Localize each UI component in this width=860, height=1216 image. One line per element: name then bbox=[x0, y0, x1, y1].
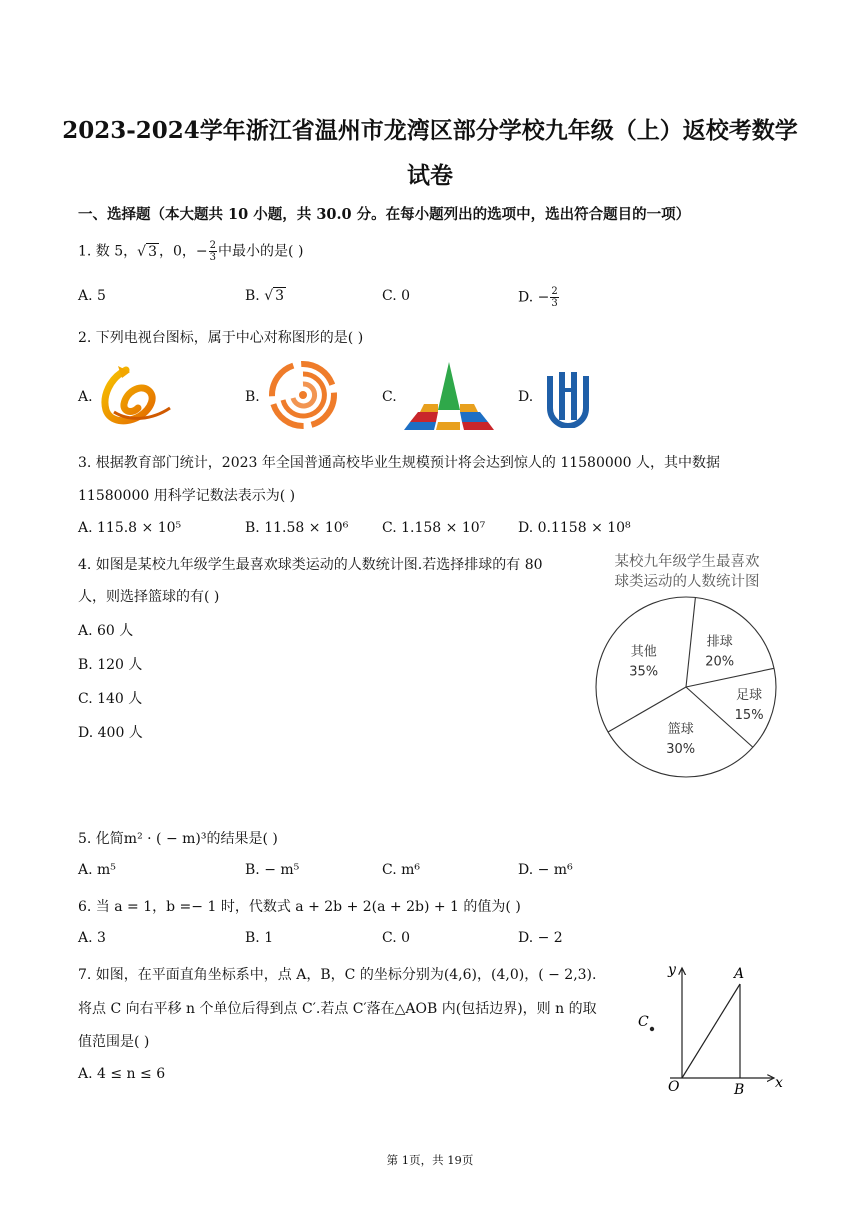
building-logo-d-icon bbox=[540, 368, 596, 428]
q1-option-d: D. − $\frac{2}{3}$ bbox=[518, 286, 558, 309]
phoenix-logo-b-icon bbox=[268, 360, 338, 430]
q1-option-c: C. 0 bbox=[382, 288, 411, 304]
question-2: 2. 下列电视台图标，属于中心对称图形的是( ) bbox=[78, 330, 364, 346]
question-4-line1: 4. 如图是某校九年级学生最喜欢球类运动的人数统计图.若选择排球的有 80 bbox=[78, 557, 543, 573]
exam-title-line2: 试卷 bbox=[407, 162, 453, 189]
question-7-line3: 值范围是( ) bbox=[78, 1034, 150, 1050]
question-7-line2: 将点 C 向右平移 n 个单位后得到点 C′.若点 C′落在△AOB 内(包括边界)，则 n 的取 bbox=[78, 1001, 597, 1017]
label-a: A bbox=[734, 966, 745, 982]
point-c bbox=[650, 1027, 654, 1031]
pie-slice-name-1: 足球 bbox=[736, 687, 763, 703]
q6-option-a: A. 3 bbox=[78, 930, 106, 946]
q7-option-a: A. 4 ≤ n ≤ 6 bbox=[78, 1066, 166, 1082]
q1-fraction: $\frac{2}{3}$ bbox=[209, 240, 217, 263]
label-x: x bbox=[775, 1075, 783, 1091]
label-y: y bbox=[668, 962, 676, 978]
q4-option-c: C. 140 人 bbox=[78, 691, 143, 707]
pie-slice-label-1: 15% bbox=[734, 707, 764, 723]
cctv-logo-a-icon bbox=[96, 362, 174, 428]
q1-option-b: B. √ 3 bbox=[245, 288, 285, 304]
pie-slice-label-0: 20% bbox=[705, 654, 735, 670]
pie-chart bbox=[590, 595, 786, 785]
q5-option-a: A. m⁵ bbox=[78, 862, 116, 878]
label-c: C bbox=[638, 1014, 649, 1030]
q1-option-a: A. 5 bbox=[78, 288, 106, 304]
question-3-line2: 11580000 用科学记数法表示为( ) bbox=[78, 488, 296, 504]
pie-chart-title: 某校九年级学生最喜欢 球类运动的人数统计图 bbox=[614, 554, 760, 590]
q5-option-c: C. m⁶ bbox=[382, 862, 421, 878]
pie-slice-name-3: 其他 bbox=[630, 644, 657, 660]
question-3-line1: 3. 根据教育部门统计，2023 年全国普通高校毕业生规模预计将会达到惊人的 11580000 人，其中数据 bbox=[78, 455, 721, 471]
q6-option-c: C. 0 bbox=[382, 930, 411, 946]
q2-label-a: A. bbox=[78, 389, 93, 405]
segment-oa bbox=[682, 984, 740, 1078]
q5-option-b: B. − m⁵ bbox=[245, 862, 300, 878]
question-4-line2: 人，则选择篮球的有( ) bbox=[78, 589, 220, 605]
section-heading: 一、选择题（本大题共 10 小题，共 30.0 分。在每小题列出的选项中，选出符合题目的一项） bbox=[78, 206, 691, 223]
label-o: O bbox=[668, 1079, 680, 1095]
pie-slice-name-2: 篮球 bbox=[667, 722, 694, 738]
q2-label-b: B. bbox=[245, 389, 260, 405]
q3-option-d: D. 0.1158 × 10⁸ bbox=[518, 520, 631, 536]
question-7-line1: 7. 如图，在平面直角坐标系中，点 A，B，C 的坐标分别为(4,6)，(4,0)，( − 2,3). bbox=[78, 967, 597, 983]
q3-option-a: A. 115.8 × 10⁵ bbox=[78, 520, 182, 536]
q6-option-d: D. − 2 bbox=[518, 930, 563, 946]
q2-label-d: D. bbox=[518, 389, 534, 405]
q4-option-b: B. 120 人 bbox=[78, 657, 143, 673]
q4-option-d: D. 400 人 bbox=[78, 725, 143, 741]
q1-suffix: 中最小的是( ) bbox=[218, 243, 304, 260]
q1-mid: ，0，− bbox=[159, 243, 208, 260]
q6-option-b: B. 1 bbox=[245, 930, 274, 946]
q2-label-c: C. bbox=[382, 389, 397, 405]
question-1 bbox=[78, 240, 303, 263]
q3-option-b: B. 11.58 × 10⁶ bbox=[245, 520, 349, 536]
pie-slice-label-2: 30% bbox=[666, 742, 696, 758]
q4-option-a: A. 60 人 bbox=[78, 623, 134, 639]
exam-title-line1: 2023-2024学年浙江省温州市龙湾区部分学校九年级（上）返校考数学 bbox=[62, 117, 798, 144]
pie-slice-name-0: 排球 bbox=[706, 634, 733, 650]
q3-option-c: C. 1.158 × 10⁷ bbox=[382, 520, 486, 536]
pie-slice-label-3: 35% bbox=[629, 664, 659, 680]
coordinate-graph bbox=[630, 958, 786, 1098]
q1-prefix: 1. 数 5， bbox=[78, 243, 138, 260]
question-6: 6. 当 a = 1，b =− 1 时，代数式 a + 2b + 2(a + 2b) + 1 的值为( ) bbox=[78, 899, 521, 915]
q5-option-d: D. − m⁶ bbox=[518, 862, 573, 878]
label-b: B bbox=[734, 1082, 745, 1098]
pyramid-logo-c-icon bbox=[404, 360, 494, 430]
q1-sqrt: √ 3 bbox=[137, 243, 158, 260]
question-5: 5. 化简m² · ( − m)³的结果是( ) bbox=[78, 831, 278, 847]
page-footer: 第 1页，共 19页 bbox=[386, 1153, 474, 1167]
